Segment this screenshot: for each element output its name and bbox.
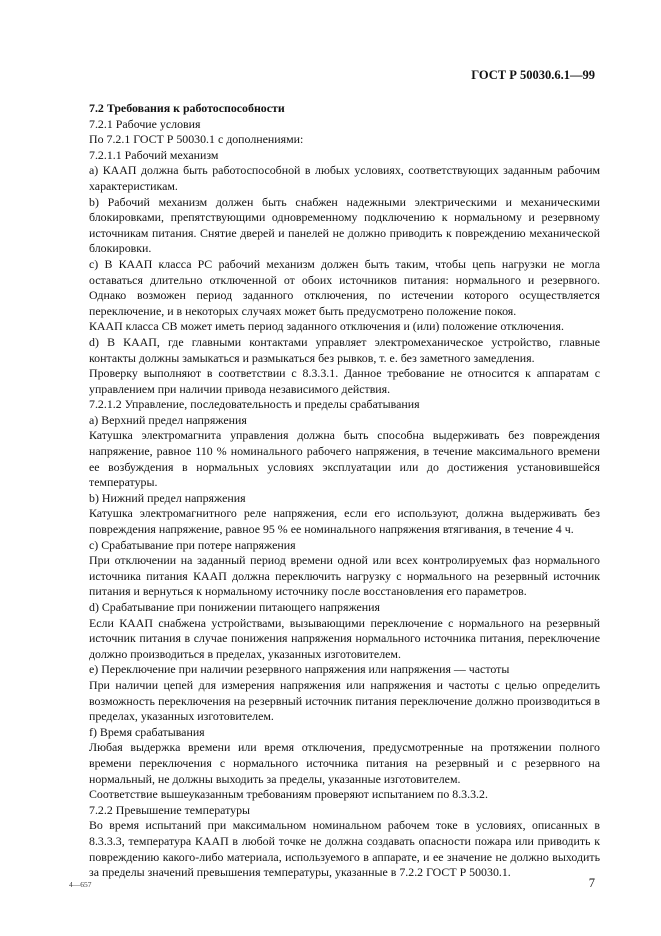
paragraph: Проверку выполняют в соответствии с 8.3.3.1. Данное требование не относится к аппаратам с управлением при наличии привода независимого действия.: [89, 366, 600, 396]
paragraph: 7.2.1.2 Управление, последовательность и пределы срабатывания: [89, 397, 420, 412]
paragraph: КААП класса СВ может иметь период заданного отключения и (или) положение отключения.: [89, 319, 564, 334]
paragraph: При отключении на заданный период времени одной или всех контролируемых фаз нормального источника питания КААП должна переключить нагрузку с нормального на резервный источник питания и вернуться к нормальному источнику после восстановления его параметров.: [89, 553, 600, 599]
paragraph: Если КААП снабжена устройствами, вызывающими переключение с нормального на резервный источник питания в случае понижения напряжения нормального источника питания, переключение должно производиться в пределах, указанных изготовителем.: [89, 615, 600, 661]
document-id-header: ГОСТ Р 50030.6.1—99: [471, 68, 595, 82]
paragraph: b) Рабочий механизм должен быть снабжен надежными электрическими и механическими блокировками, препятствующими одновременному подключению к нормальному и резервному источникам питания. Снятие дверей и панелей не должно приводить к повреждению механической блокировки.: [89, 194, 600, 256]
paragraph: a) Верхний предел напряжения: [89, 412, 247, 427]
paragraph: Катушка электромагнитного реле напряжения, если его используют, должна выдерживать без повреждения напряжение, равное 95 % ее номинального напряжения втягивания, в течение 4 ч.: [89, 506, 600, 537]
paragraph: По 7.2.1 ГОСТ Р 50030.1 с дополнениями:: [89, 132, 304, 147]
paragraph: Катушка электромагнита управления должна быть способна выдерживать без повреждения напряжение, равное 110 % номинального рабочего напряжения, в течение максимального времени ее возбуждения в нормальных условиях эксплуатации или до достижения установившейся температуры.: [89, 428, 600, 490]
paragraph: 7.2.1.1 Рабочий механизм: [89, 147, 219, 162]
print-code: 4—657: [69, 880, 92, 889]
section-content: [89, 101, 600, 881]
paragraph: При наличии цепей для измерения напряжения или напряжения и частоты с целью определить возможность переключения на резервный источник питания переключение должно производиться в пределах, указанных изготовителем.: [89, 677, 600, 724]
page-number: 7: [588, 876, 595, 890]
paragraph: d) В КААП, где главными контактами управляет электромеханическое устройство, главные контакты должны замыкаться и размыкаться без рывков, т. е. без заметного замедления.: [89, 334, 600, 365]
section-heading: 7.2 Требования к работоспособности: [89, 101, 285, 115]
paragraph: Во время испытаний при максимальном номинальном рабочем токе в условиях, описанных в 8.3.3.3, температура КААП в любой точке не должна создавать опасности пожара или приводить к повреждению какого-либо материала, используемого в аппарате, и ее значение не должно выходить за пределы значений превышения температуры, указанные в 7.2.2 ГОСТ Р 50030.1.: [89, 818, 600, 880]
paragraph: Соответствие вышеуказанным требованиям проверяют испытанием по 8.3.3.2.: [89, 787, 488, 802]
paragraph-list: [89, 117, 600, 881]
paragraph: Любая выдержка времени или время отключения, предусмотренные на протяжении полного времени переключения с нормального источника питания на резервный и с резервного на нормальный, не должны выходить за пределы, указанные изготовителем.: [89, 740, 600, 786]
paragraph: a) КААП должна быть работоспособной в любых условиях, соответствующих заданным рабочим характеристикам.: [89, 163, 600, 193]
paragraph: f) Время срабатывания: [89, 724, 205, 739]
paragraph: 7.2.2 Превышение температуры: [89, 802, 251, 817]
paragraph: d) Срабатывание при понижении питающего напряжения: [89, 600, 380, 614]
paragraph: c) В КААП класса PC рабочий механизм должен быть таким, чтобы цепь нагрузки не могла оставаться длительно отключенной от обоих источников питания: нормального и резервного. Однако возможен период заданного отключения, по истечении которого осуществляется переключение, и в некоторых случаях может быть предусмотрено положение покоя.: [89, 256, 600, 318]
paragraph: e) Переключение при наличии резервного напряжения или напряжения — частоты: [89, 662, 510, 677]
paragraph: 7.2.1 Рабочие условия: [89, 116, 201, 131]
paragraph: b) Нижний предел напряжения: [89, 490, 246, 505]
paragraph: c) Срабатывание при потере напряжения: [89, 537, 296, 552]
